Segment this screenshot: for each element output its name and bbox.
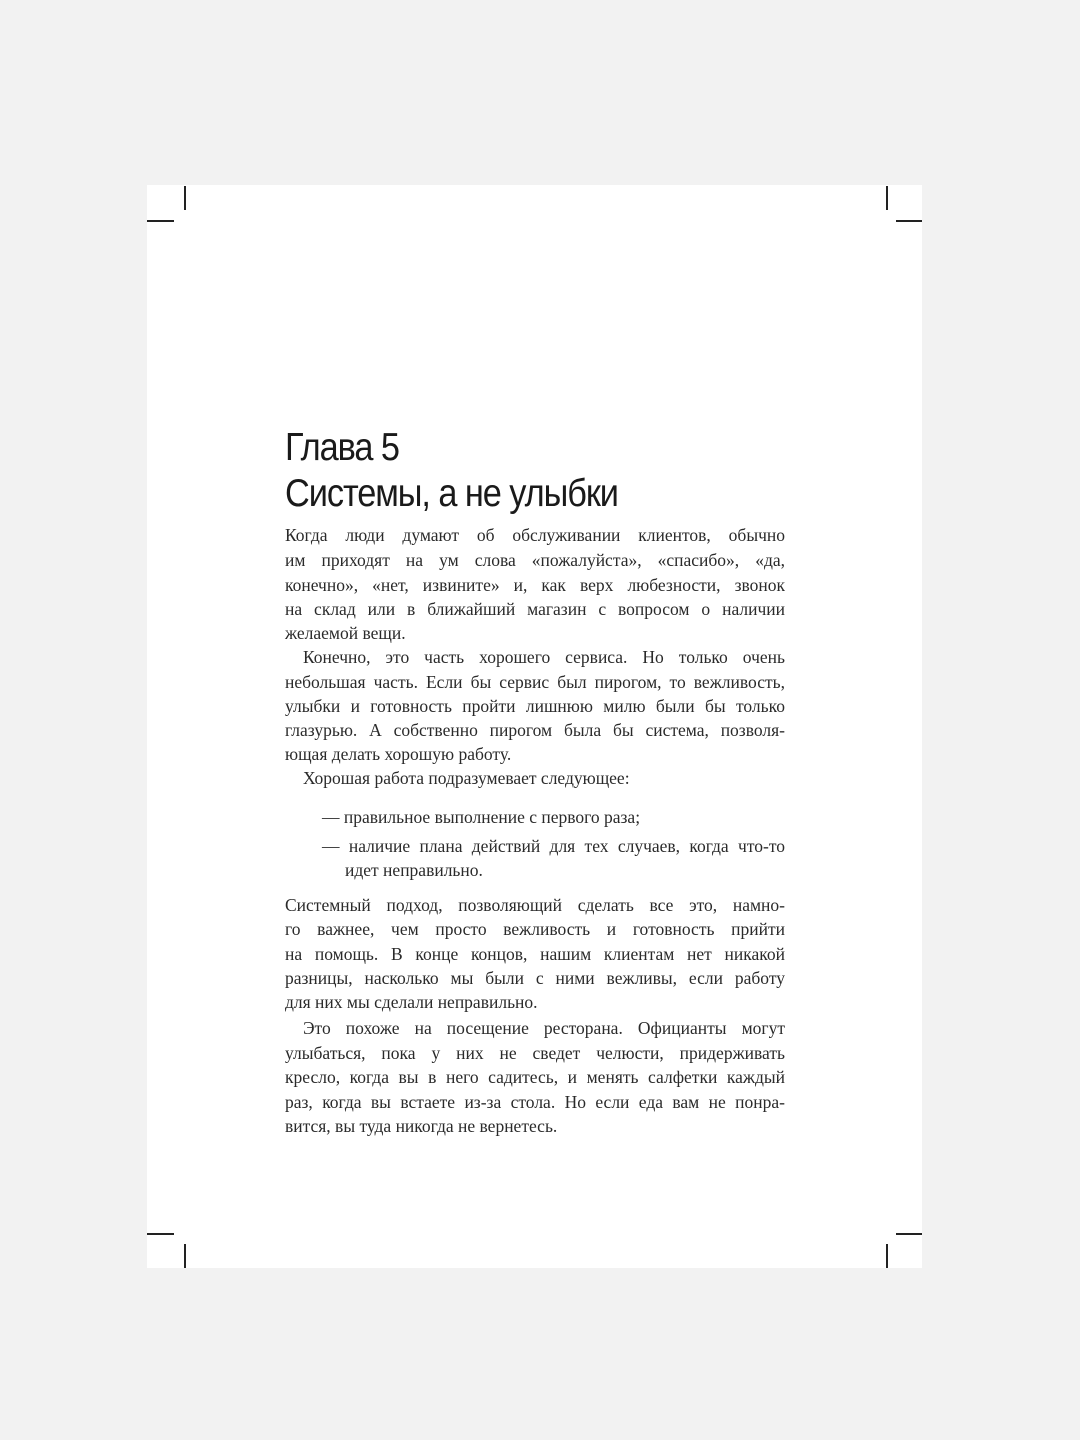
text-line: конечно», «нет, извините» и, как верх любезности, звонок <box>285 575 785 595</box>
text-line: им приходят на ум слова «пожалуйста», «спасибо», «да, <box>285 550 785 570</box>
text-line: го важнее, чем просто вежливость и готовность прийти <box>285 919 785 939</box>
chapter-number: Глава 5 <box>285 426 399 469</box>
crop-mark <box>184 1244 186 1268</box>
text-line: улыбки и готовность пройти лишнюю милю были бы только <box>285 696 785 716</box>
crop-mark <box>184 186 186 210</box>
text-line: Хорошая работа подразумевает следующее: <box>303 768 630 788</box>
text-line: кресло, когда вы в него садитесь, и менять салфетки каждый <box>285 1067 785 1087</box>
text-line: Это похоже на посещение ресторана. Официанты могут <box>303 1018 785 1038</box>
crop-mark <box>147 1233 174 1235</box>
crop-mark <box>886 1244 888 1268</box>
text-line: на склад или в ближайший магазин с вопросом о наличии <box>285 599 785 619</box>
text-line: разницы, насколько мы были с ними вежливы, если работу <box>285 968 785 988</box>
text-line: небольшая часть. Если бы сервис был пирогом, то вежливость, <box>285 672 785 692</box>
crop-mark <box>896 220 922 222</box>
list-item-continuation: идет неправильно. <box>345 860 483 880</box>
text-line: Когда люди думают об обслуживании клиентов, обычно <box>285 525 785 545</box>
text-line: на помощь. В конце концов, нашим клиентам нет никакой <box>285 944 785 964</box>
chapter-title: Системы, а не улыбки <box>285 472 618 515</box>
text-line: раз, когда вы встаете из-за стола. Но если еда вам не понра- <box>285 1092 785 1112</box>
text-line: Системный подход, позволяющий сделать все это, намно- <box>285 895 785 915</box>
text-line: желаемой вещи. <box>285 623 406 643</box>
text-line: улыбаться, пока у них не сведет челюсти, придерживать <box>285 1043 785 1063</box>
crop-mark <box>896 1233 922 1235</box>
text-line: Конечно, это часть хорошего сервиса. Но только очень <box>303 647 785 667</box>
list-item: — правильное выполнение с первого раза; <box>322 807 641 827</box>
text-line: ющая делать хорошую работу. <box>285 744 512 764</box>
text-line: для них мы сделали неправильно. <box>285 992 538 1012</box>
text-line: вится, вы туда никогда не вернетесь. <box>285 1116 558 1136</box>
crop-mark <box>147 220 174 222</box>
text-line: глазурью. А собственно пирогом была бы система, позволя- <box>285 720 785 740</box>
list-item: — наличие плана действий для тех случаев, когда что-то <box>322 836 785 856</box>
crop-mark <box>886 186 888 210</box>
